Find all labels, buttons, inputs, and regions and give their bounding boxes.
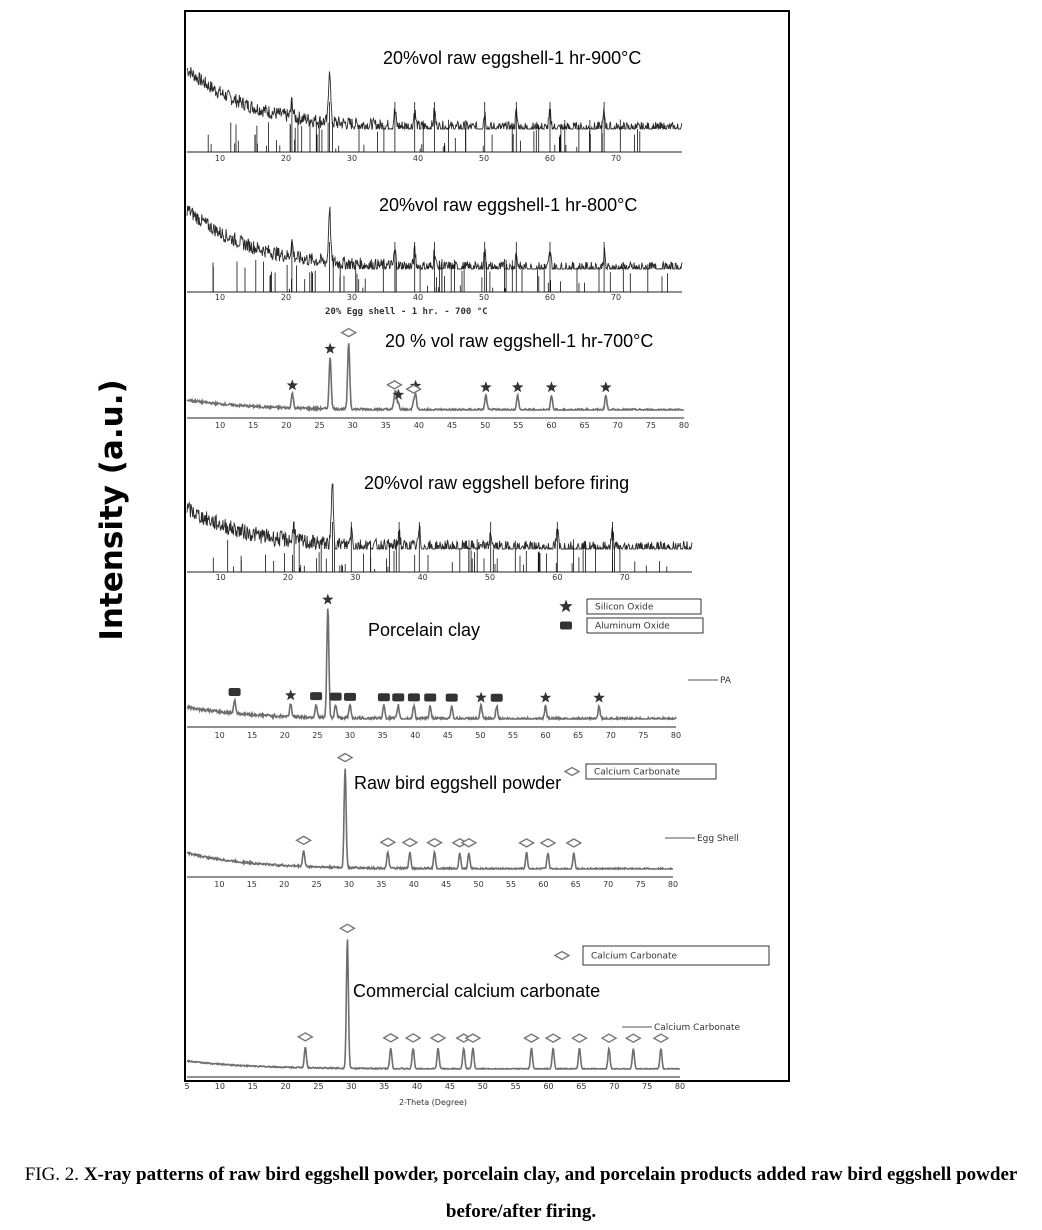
panel-title-porcelain-clay: Porcelain clay [368, 620, 481, 640]
x-tick-label-3-2: 30 [350, 573, 361, 582]
silicon-oxide-marker-2-7 [600, 381, 611, 392]
calcium-carbonate-marker-6-10 [602, 1034, 616, 1042]
x-tick-label-6-5: 30 [346, 1082, 357, 1091]
chart-panel-3 [187, 484, 692, 582]
x-tick-label-4-7: 45 [442, 731, 453, 740]
x-tick-label-2-9: 55 [513, 421, 524, 430]
calcium-carbonate-marker-6-1 [340, 924, 354, 932]
x-tick-label-4-10: 60 [540, 731, 551, 740]
x-tick-label-0-0: 10 [214, 154, 226, 163]
panel-title-commercial-caco3: Commercial calcium carbonate [353, 981, 601, 1001]
panel-title-800c: 20%vol raw eggshell-1 hr-800°C [379, 195, 638, 215]
calcium-carbonate-marker-5-1 [338, 754, 352, 762]
x-tick-label-4-6: 40 [410, 731, 421, 740]
silicon-oxide-marker-2-5 [512, 381, 523, 392]
x-tick-label-4-0: 10 [214, 731, 225, 740]
x-tick-label-1-1: 20 [280, 293, 292, 302]
x-tick-label-1-5: 60 [544, 293, 556, 302]
silicon-oxide-marker-2-1 [324, 343, 335, 354]
x-tick-label-0-4: 50 [478, 154, 490, 163]
silicon-oxide-marker-2-0 [287, 379, 298, 390]
legend-label-4-1: Aluminum Oxide [595, 621, 670, 632]
x-tick-label-4-2: 20 [279, 731, 290, 740]
x-tick-label-3-5: 60 [552, 573, 563, 582]
silicon-oxide-marker-4-0 [285, 689, 296, 700]
x-tick-label-4-8: 50 [475, 731, 486, 740]
x-tick-label-0-6: 70 [610, 154, 622, 163]
calcium-carbonate-marker-6-6 [466, 1034, 480, 1042]
x-axis-title: 2-Theta (Degree) [398, 1098, 468, 1107]
caption-label: FIG. 2. [24, 1164, 80, 1185]
calcium-carbonate-marker-5-3 [403, 838, 417, 846]
x-tick-label-4-13: 75 [638, 731, 649, 740]
x-tick-label-5-9: 55 [505, 880, 517, 889]
calcium-carbonate-marker-2-0 [342, 329, 356, 337]
x-tick-label-4-11: 65 [573, 731, 584, 740]
x-tick-label-6-12: 65 [576, 1082, 587, 1091]
legend-star-icon [559, 600, 572, 613]
silicon-oxide-marker-4-1 [322, 594, 333, 605]
xrd-trace-2 [187, 343, 684, 410]
x-tick-label-6-15: 80 [674, 1082, 686, 1091]
aluminum-oxide-marker-4-2 [330, 693, 342, 701]
x-tick-label-4-9: 55 [507, 731, 519, 740]
chart-panel-6 [184, 939, 769, 1107]
x-tick-label-6-1: 10 [214, 1082, 225, 1091]
silicon-oxide-marker-4-2 [475, 692, 487, 703]
aluminum-oxide-marker-4-7 [424, 694, 436, 702]
caption-text: X-ray patterns of raw bird eggshell powder, porcelain clay, and porcelain products added raw bird eggshell powder before/after firing. [83, 1164, 1018, 1222]
x-tick-label-5-3: 25 [311, 880, 322, 889]
x-tick-label-6-9: 50 [477, 1082, 488, 1091]
legend-label-5-0: Calcium Carbonate [594, 767, 681, 778]
calcium-carbonate-marker-5-4 [428, 839, 442, 847]
x-tick-label-5-4: 30 [343, 880, 355, 889]
x-tick-label-1-6: 70 [610, 293, 622, 302]
aluminum-oxide-marker-4-1 [310, 692, 322, 700]
x-tick-label-1-3: 40 [412, 293, 424, 302]
aluminum-oxide-marker-4-5 [392, 693, 404, 701]
legend-square-icon [560, 622, 572, 630]
x-tick-label-2-13: 75 [645, 421, 656, 430]
x-tick-label-6-14: 75 [642, 1082, 653, 1091]
chart-panel-0 [187, 67, 682, 163]
x-tick-label-0-1: 20 [280, 154, 292, 163]
calcium-carbonate-marker-6-4 [431, 1034, 445, 1042]
x-tick-label-5-12: 70 [603, 880, 614, 889]
x-tick-label-4-3: 25 [312, 731, 323, 740]
x-tick-label-4-4: 30 [344, 731, 356, 740]
legend-diamond-icon-6 [555, 952, 569, 960]
silicon-oxide-marker-2-6 [546, 381, 557, 392]
x-tick-label-4-12: 70 [605, 731, 616, 740]
calcium-carbonate-marker-6-11 [626, 1034, 640, 1042]
x-tick-label-5-0: 10 [214, 880, 225, 889]
chart-panel-2 [187, 343, 689, 430]
legend-label-6-0: Calcium Carbonate [591, 951, 678, 962]
figure-caption [0, 1156, 1042, 1230]
x-tick-label-2-8: 50 [480, 421, 491, 430]
x-tick-label-5-11: 65 [570, 880, 581, 889]
x-tick-label-6-0: 5 [184, 1082, 190, 1091]
x-tick-label-5-6: 40 [408, 880, 419, 889]
x-tick-label-6-3: 20 [280, 1082, 291, 1091]
x-tick-label-6-11: 60 [543, 1082, 554, 1091]
panel-sublabel-1: 20% Egg shell - 1 hr. - 700 °C [325, 307, 488, 317]
calcium-carbonate-marker-6-12 [654, 1034, 668, 1042]
legend-label-4-0: Silicon Oxide [595, 602, 654, 613]
calcium-carbonate-marker-6-3 [406, 1034, 420, 1042]
x-tick-label-5-5: 35 [376, 880, 387, 889]
x-tick-label-5-13: 75 [635, 880, 646, 889]
x-tick-label-5-7: 45 [441, 880, 452, 889]
panel-title-before-firing: 20%vol raw eggshell before firing [364, 473, 630, 493]
x-tick-label-2-2: 20 [281, 421, 292, 430]
x-tick-label-3-1: 20 [282, 573, 294, 582]
x-tick-label-2-10: 60 [546, 421, 557, 430]
x-tick-label-2-14: 80 [678, 421, 690, 430]
x-tick-label-0-2: 30 [346, 154, 358, 163]
x-tick-label-5-2: 20 [279, 880, 290, 889]
x-tick-label-0-5: 60 [544, 154, 556, 163]
x-tick-label-4-1: 15 [247, 731, 258, 740]
x-tick-label-5-10: 60 [538, 880, 549, 889]
x-tick-label-6-2: 15 [247, 1082, 258, 1091]
x-tick-label-6-4: 25 [313, 1082, 324, 1091]
aluminum-oxide-marker-4-3 [344, 693, 356, 701]
x-tick-label-2-11: 65 [579, 421, 590, 430]
calcium-carbonate-marker-6-2 [384, 1034, 398, 1042]
trace-legend-label-6: Calcium Carbonate [654, 1023, 741, 1033]
x-tick-label-5-8: 50 [473, 880, 484, 889]
x-tick-label-0-3: 40 [412, 154, 424, 163]
x-tick-label-6-8: 45 [444, 1082, 456, 1091]
calcium-carbonate-marker-5-0 [297, 836, 311, 844]
calcium-carbonate-marker-5-2 [381, 838, 395, 846]
calcium-carbonate-marker-6-7 [524, 1034, 538, 1042]
x-tick-label-1-2: 30 [346, 293, 358, 302]
panel-title-900c: 20%vol raw eggshell-1 hr-900°C [383, 48, 642, 68]
aluminum-oxide-marker-4-4 [378, 693, 390, 701]
x-tick-label-2-6: 40 [413, 421, 425, 430]
aluminum-oxide-marker-4-9 [491, 694, 503, 702]
x-tick-label-3-0: 10 [215, 573, 226, 582]
x-tick-label-4-5: 35 [377, 731, 388, 740]
x-tick-label-2-5: 35 [380, 421, 391, 430]
calcium-carbonate-marker-5-7 [520, 839, 534, 847]
calcium-carbonate-marker-2-2 [407, 385, 421, 393]
silicon-oxide-marker-2-4 [480, 381, 491, 392]
silicon-oxide-marker-4-4 [593, 692, 604, 703]
calcium-carbonate-marker-5-9 [567, 839, 581, 847]
chart-panel-1 [187, 206, 682, 317]
calcium-carbonate-marker-6-0 [298, 1033, 312, 1041]
panel-title-700c: 20 % vol raw eggshell-1 hr-700°C [385, 331, 654, 351]
trace-legend-label-5: Egg Shell [697, 834, 739, 844]
calcium-carbonate-marker-5-6 [462, 839, 476, 847]
x-tick-label-1-4: 50 [478, 293, 490, 302]
trace-legend-label-4: PA [720, 676, 732, 686]
calcium-carbonate-marker-6-8 [546, 1034, 560, 1042]
x-tick-label-5-14: 80 [667, 880, 679, 889]
x-tick-label-2-1: 15 [248, 421, 259, 430]
x-tick-label-5-1: 15 [246, 880, 257, 889]
reference-lines-3 [213, 522, 667, 572]
y-axis-label: Intensity (a.u.) [94, 379, 130, 641]
silicon-oxide-marker-4-3 [540, 692, 551, 703]
x-tick-label-2-0: 10 [215, 421, 226, 430]
x-tick-label-1-0: 10 [214, 293, 226, 302]
panel-title-eggshell-powder: Raw bird eggshell powder [354, 773, 562, 793]
x-tick-label-6-13: 70 [609, 1082, 620, 1091]
aluminum-oxide-marker-4-8 [446, 694, 458, 702]
x-tick-label-2-4: 30 [347, 421, 358, 430]
x-tick-label-2-3: 25 [314, 421, 325, 430]
x-tick-label-2-12: 70 [612, 421, 623, 430]
legend-diamond-icon-5 [565, 768, 579, 776]
calcium-carbonate-marker-5-8 [541, 839, 555, 847]
x-tick-label-6-7: 40 [411, 1082, 423, 1091]
aluminum-oxide-marker-4-0 [229, 688, 241, 696]
x-tick-label-6-6: 35 [379, 1082, 390, 1091]
x-tick-label-3-4: 50 [484, 573, 496, 582]
calcium-carbonate-marker-2-1 [387, 381, 401, 389]
x-tick-label-4-14: 80 [670, 731, 682, 740]
x-tick-label-3-3: 40 [417, 573, 428, 582]
aluminum-oxide-marker-4-6 [408, 693, 420, 701]
calcium-carbonate-marker-6-9 [572, 1034, 586, 1042]
x-tick-label-2-7: 45 [446, 421, 458, 430]
x-tick-label-3-6: 70 [619, 573, 630, 582]
x-tick-label-6-10: 55 [510, 1082, 521, 1091]
